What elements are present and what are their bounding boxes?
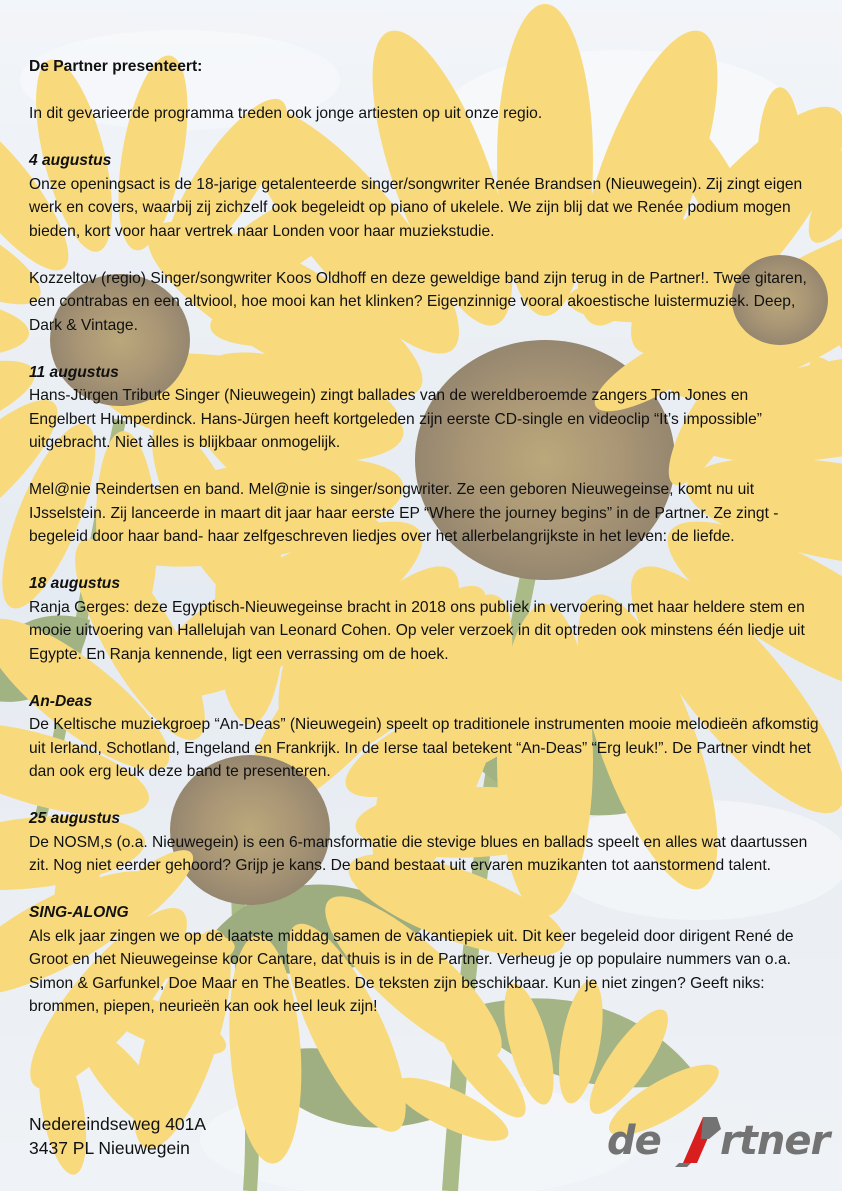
section-an-deas [29, 690, 819, 784]
address-street: Nedereindseweg 401A [29, 1114, 207, 1134]
de-partner-logo [607, 1111, 830, 1171]
section-heading: 18 augustus [29, 575, 120, 592]
logo-prefix: de [607, 1118, 661, 1164]
document-body [29, 55, 819, 1042]
section-paragraph: Als elk jaar zingen we op de laatste middag samen de vakantiepiek uit. Dit keer begeleid door dirigent René de Groot en het Nieuwegeinse koor Cantare, dat thuis is in de Partner. Verheug je op populaire nummers van o.a. Simon & Garfunkel, Doe Maar en The Beatles. De teksten zijn beschikbaar. Kun je niet zingen? Geeft niks: brommen, piepen, neurieën kan ook heel leuk zijn! [29, 927, 794, 1015]
address-block [29, 1112, 206, 1160]
section-paragraph: De Keltische muziekgroep “An-Deas” (Nieuwegein) speelt op traditionele instrumenten mooie melodieën afkomstig uit Ierland, Schotland, Engeland en Frankrijk. In de Ierse taal betekent “An-Deas” “Erg leuk!”. De Partner vindt het dan ook erg leuk deze band te presenteren. [29, 716, 819, 780]
section-paragraph: Hans-Jürgen Tribute Singer (Nieuwegein) zingt ballades van de wereldberoemde zangers Tom Jones en Engelbert Humperdinck. Hans-Jürgen heeft kortgeleden zijn eerste CD-single en videoclip “It’s impossible” uitgebracht. Niet àlles is blijkbaar onmogelijk. [29, 387, 762, 451]
section-sing-along [29, 901, 819, 1019]
section-heading: SING-ALONG [29, 904, 129, 921]
logo-suffix: rtner [720, 1118, 830, 1164]
section-4-augustus [29, 149, 819, 337]
section-paragraph: De NOSM,s (o.a. Nieuwegein) is een 6-mansformatie die stevige blues en ballads speelt en alles wat daartussen zit. Nog niet eerder gehoord? Grijp je kans. De band bestaat uit ervaren muzikanten tot aanstormend talent. [29, 833, 808, 874]
address-city: 3437 PL Nieuwegein [29, 1138, 190, 1158]
section-paragraph: Ranja Gerges: deze Egyptisch-Nieuwegeinse bracht in 2018 ons publiek in vervoering met haar heldere stem en mooie uitvoering van Hallelujah van Leonard Cohen. Op veler verzoek in dit optreden ook minstens één liedje uit Egypte. En Ranja kennende, ligt een verrassing om de hoek. [29, 598, 805, 663]
section-paragraph: Mel@nie Reindertsen en band. Mel@nie is singer/songwriter. Ze een geboren Nieuwegeinse, komt nu uit IJsselstein. Zij lanceerde in maart dit jaar haar eerste EP “Where the journey begins” in de Partner. Ze zingt -begeleid door haar band- haar zelfgeschreven liedjes over het allerbelangrijkste in het leven: de liefde. [29, 481, 779, 545]
section-18-augustus [29, 572, 819, 666]
partner-logo-icon [673, 1113, 725, 1167]
section-11-augustus [29, 361, 819, 549]
section-paragraph: Onze openingsact is de 18-jarige getalenteerde singer/songwriter Renée Brandsen (Nieuwegein). Zij zingt eigen werk en covers, waarbij zij zichzelf ook begeleidt op piano of ukelele. We zijn blij dat we Renée podium mogen bieden, kort voor haar vertrek naar Londen voor haar muziekstudie. [29, 175, 803, 240]
section-paragraph: Kozzeltov (regio) Singer/songwriter Koos Oldhoff en deze geweldige band zijn terug in de Partner!. Twee gitaren, een contrabas en een altviool, hoe mooi kan het klinken? Eigenzinnige vooral akoestische luistermuziek. Deep, Dark & Vintage. [29, 269, 807, 334]
section-25-augustus [29, 807, 819, 878]
intro-text: In dit gevarieerde programma treden ook jonge artiesten op uit onze regio. [29, 105, 543, 122]
section-heading: 4 augustus [29, 152, 112, 169]
section-heading: 25 augustus [29, 810, 120, 827]
section-heading: 11 augustus [29, 363, 119, 381]
section-heading: An-Deas [29, 692, 93, 710]
page-title: De Partner presenteert: [29, 58, 203, 75]
